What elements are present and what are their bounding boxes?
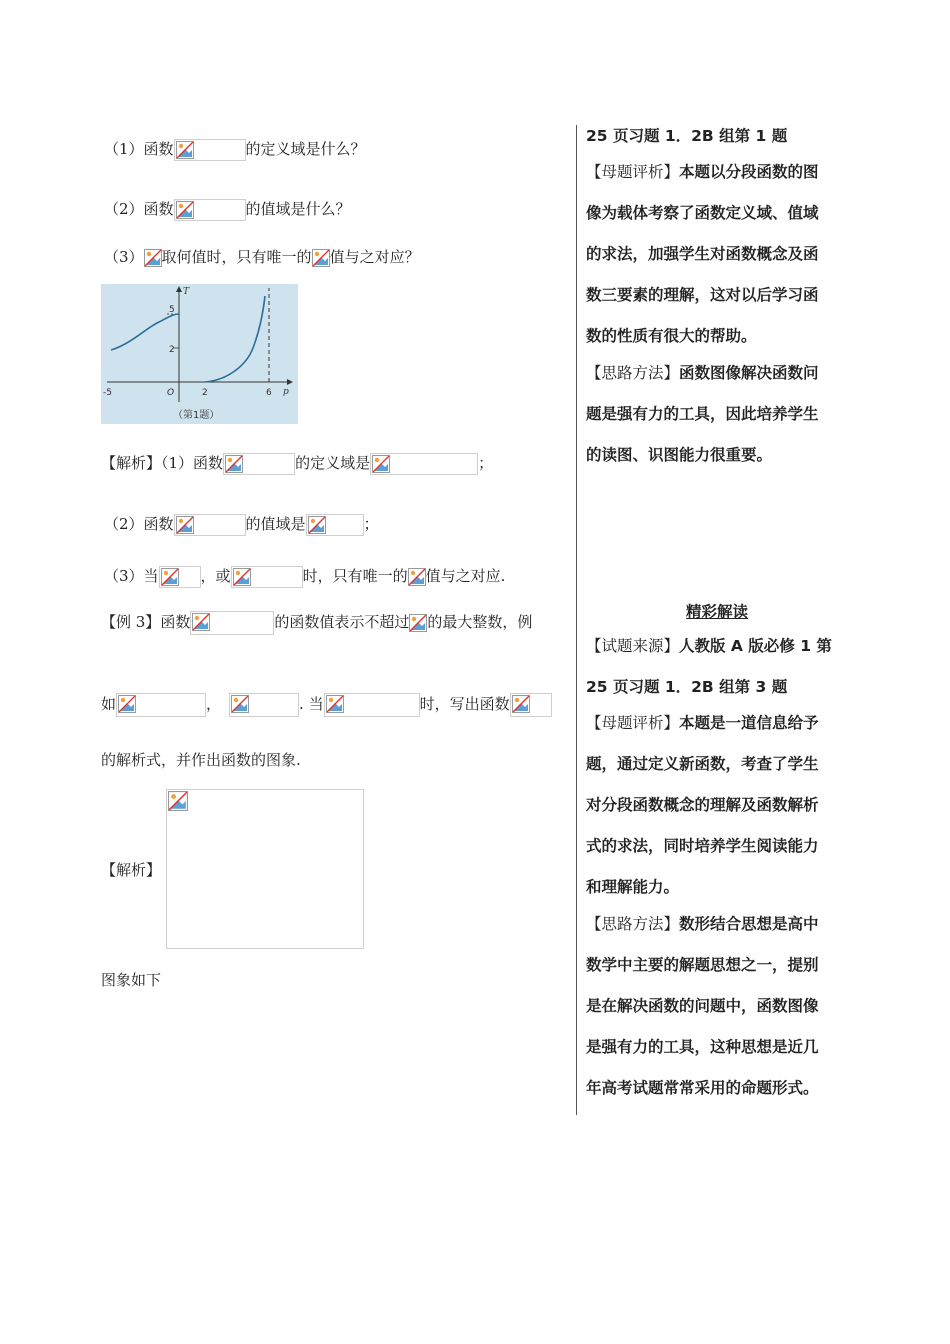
answer-3: （3）当 ，或 时，只有唯一的 值与之对应. [104,565,505,588]
tick-y: 2 [169,345,175,355]
formula-image [370,453,478,475]
broken-image-icon [233,568,251,586]
review-line: 【母题评析】本题是一道信息给予 [586,714,819,732]
formula-image [159,566,201,588]
review-line: 式的求法，同时培养学生阅读能力 [586,837,819,855]
method-line: 数学中主要的解题思想之一，提别 [586,956,819,974]
review-line: 【母题评析】本题以分段函数的图 [586,163,819,181]
analysis-label: 【解析】 [101,861,162,879]
broken-image-icon [512,695,530,713]
broken-image-icon [409,614,427,632]
section-title: 精彩解读 [685,603,748,621]
formula-image [229,693,299,717]
method-line: 年高考试题常常采用的命题形式。 [586,1079,819,1097]
formula-image [174,199,246,221]
review-line: 数三要素的理解，这对以后学习函 [586,286,819,304]
example-3: 【例 3】函数 的函数值表示不超过 的最大整数，例 [101,611,532,635]
source-line: 【试题来源】人教版 A 版必修 1 第 [586,637,832,655]
review-line: 题，通过定义新函数，考查了学生 [586,755,819,773]
method-line: 是强有力的工具，这种思想是近几 [586,1038,819,1056]
example-3-line-3: 的解析式，并作出函数的图象. [101,751,301,769]
axis-label-x: p [283,387,289,397]
formula-image [510,693,552,717]
question-2: （2）函数 的值域是什么？ [104,198,351,221]
review-line: 数的性质有很大的帮助。 [586,327,757,345]
broken-image-icon [176,516,194,534]
review-line: 和理解能力。 [586,878,680,896]
broken-image-icon [176,201,194,219]
method-line: 是在解决函数的问题中，函数图像 [586,997,819,1015]
source-line: 25 页习题 1．2B 组第 1 题 [586,127,788,145]
formula-image [190,611,274,635]
review-line: 对分段函数概念的理解及函数解析 [586,796,819,814]
method-line: 的读图、识图能力很重要。 [586,446,773,464]
formula-image [409,612,427,634]
tick-x: 6 [266,388,272,398]
question-1: （1）函数 的定义域是什么？ [104,138,366,161]
tick-x: -5 [103,388,112,398]
broken-image-icon [192,613,210,631]
formula-image [144,247,162,269]
function-graph-figure [101,284,298,424]
formula-image [116,693,206,717]
method-line: 【思路方法】函数图像解决函数问 [586,364,819,382]
broken-image-icon [176,141,194,159]
question-3: （3） 取何值时，只有唯一的 值与之对应？ [104,246,420,269]
formula-image [324,693,420,717]
broken-image-icon [231,695,249,713]
broken-image-icon [308,516,326,534]
broken-image-icon [408,568,426,586]
piecewise-formula-image [166,789,364,949]
broken-image-icon [161,568,179,586]
formula-image [223,453,295,475]
broken-image-icon [225,455,243,473]
review-line: 像为载体考察了函数定义域、值域 [586,204,819,222]
formula-image [231,566,303,588]
tick-x: 2 [202,388,208,398]
broken-image-icon [372,455,390,473]
column-divider [576,125,577,1115]
answer-1: 【解析】（1）函数 的定义域是 ； [101,452,493,475]
broken-image-icon [118,695,136,713]
review-line: 的求法，加强学生对函数概念及函 [586,245,819,263]
function-graph [101,284,298,424]
formula-image [408,566,426,588]
formula-image [174,514,246,536]
broken-image-icon [326,695,344,713]
formula-image [306,514,364,536]
formula-image [174,139,246,161]
tick-x: O [167,388,175,398]
axis-label-y: T [183,287,190,297]
broken-image-icon [144,249,162,267]
method-line: 题是强有力的工具，因此培养学生 [586,405,819,423]
source-line: 25 页习题 1．2B 组第 3 题 [586,678,788,696]
broken-image-icon [312,249,330,267]
formula-image [312,247,330,269]
tick-y: 5 [169,305,175,315]
graph-note: 图象如下 [101,971,162,989]
answer-2: （2）函数 的值域是 ； [104,513,379,536]
figure-caption: （第1题） [173,410,220,421]
broken-image-icon [168,791,188,811]
example-3-line-2: 如 ， . 当 时，写出函数 [101,693,552,717]
method-line: 【思路方法】数形结合思想是高中 [586,915,819,933]
